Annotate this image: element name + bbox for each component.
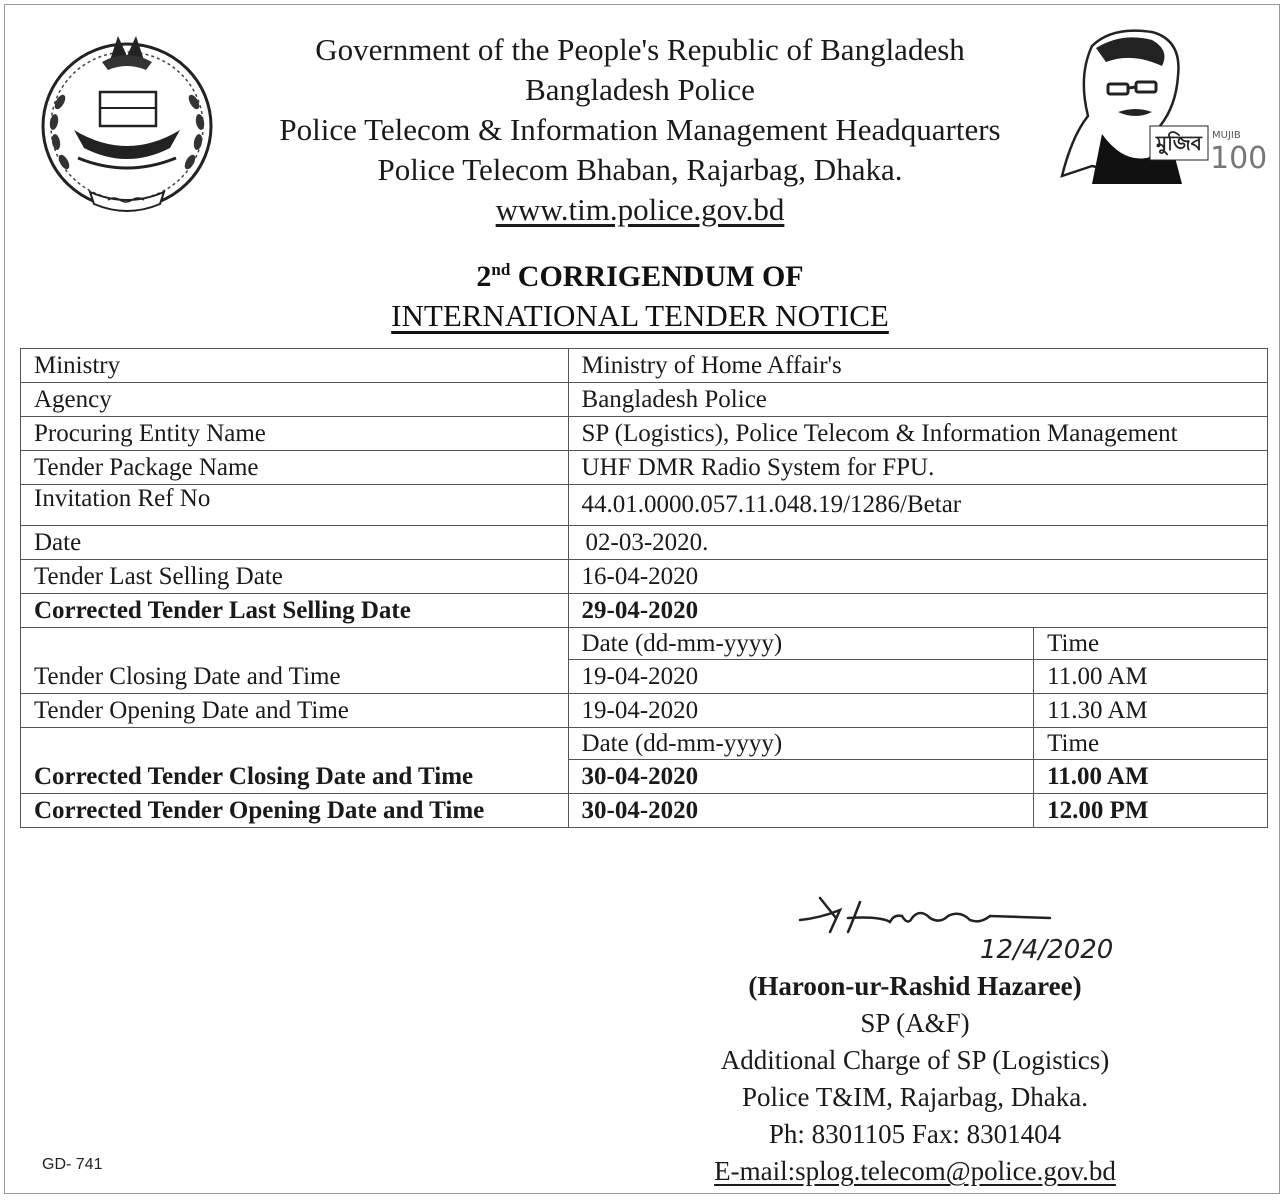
- gd-code: GD- 741: [42, 1156, 103, 1173]
- header-line-police: Bangladesh Police: [525, 72, 755, 107]
- row-label: Procuring Entity Name: [21, 417, 569, 451]
- svg-text:100: 100: [1210, 141, 1268, 176]
- row-label: Ministry: [21, 349, 569, 383]
- handwritten-signature: [790, 888, 1240, 978]
- website-link[interactable]: www.tim.police.gov.bd: [495, 192, 785, 227]
- row-value: Ministry of Home Affair's: [568, 349, 1267, 383]
- table-row: [21, 594, 1268, 628]
- svg-text:মুজিব: মুজিব: [1156, 131, 1202, 155]
- row-label: Corrected Tender Opening Date and Time: [21, 794, 569, 828]
- row-label: Tender Opening Date and Time: [21, 694, 569, 728]
- row-value: 02-03-2020.: [568, 526, 1267, 560]
- notice-title: [240, 250, 1040, 335]
- row-value: 16-04-2020: [568, 560, 1267, 594]
- row-value: SP (Logistics), Police Telecom & Information Management: [568, 417, 1267, 451]
- title-line-1: 2nd CORRIGENDUM OF: [476, 260, 804, 293]
- row-label: Tender Closing Date and Time: [21, 628, 569, 694]
- table-row: [21, 349, 1268, 383]
- header-line-headquarters: Police Telecom & Information Management Headquarters: [279, 112, 1001, 147]
- row-label: Corrected Tender Last Selling Date: [21, 594, 569, 628]
- table-row: [21, 560, 1268, 594]
- title-line-2: INTERNATIONAL TENDER NOTICE: [391, 298, 889, 333]
- table-row: [21, 417, 1268, 451]
- mujib-100-portrait-icon: [1052, 26, 1274, 184]
- signatory-phone-fax: Ph: 8301105 Fax: 8301404: [768, 1119, 1062, 1149]
- signatory-email[interactable]: E-mail:splog.telecom@police.gov.bd: [714, 1156, 1116, 1186]
- svg-text:MUJIB: MUJIB: [1212, 130, 1241, 141]
- date-column-header: Date (dd-mm-yyyy): [568, 728, 1034, 760]
- corrected-closing-date: 30-04-2020: [568, 760, 1034, 794]
- corrected-closing-time: 11.00 AM: [1034, 760, 1268, 794]
- row-label: Date: [21, 526, 569, 560]
- row-label: Invitation Ref No: [21, 485, 569, 526]
- table-row: [21, 694, 1268, 728]
- table-row: [21, 383, 1268, 417]
- tender-details-table: [20, 348, 1268, 828]
- time-column-header: Time: [1034, 628, 1268, 660]
- row-label: Corrected Tender Closing Date and Time: [21, 728, 569, 794]
- table-row: [21, 794, 1268, 828]
- row-value: 44.01.0000.057.11.048.19/1286/Betar: [568, 485, 1267, 526]
- row-label: Tender Package Name: [21, 451, 569, 485]
- signatory-designation: SP (A&F): [860, 1008, 970, 1038]
- row-value: Bangladesh Police: [568, 383, 1267, 417]
- table-row: [21, 485, 1268, 526]
- date-column-header: Date (dd-mm-yyyy): [568, 628, 1034, 660]
- table-row: [21, 628, 1268, 660]
- corrected-opening-date: 30-04-2020: [568, 794, 1034, 828]
- closing-time: 11.00 AM: [1034, 660, 1268, 694]
- row-value: UHF DMR Radio System for FPU.: [568, 451, 1267, 485]
- closing-date: 19-04-2020: [568, 660, 1034, 694]
- corrected-opening-time: 12.00 PM: [1034, 794, 1268, 828]
- signatory-block: [640, 968, 1190, 1190]
- header-line-address: Police Telecom Bhaban, Rajarbag, Dhaka.: [377, 152, 903, 187]
- signatory-address: Police T&IM, Rajarbag, Dhaka.: [742, 1082, 1088, 1112]
- signature-date: 12/4/2020: [980, 935, 1114, 965]
- signatory-name: (Haroon-ur-Rashid Hazaree): [748, 971, 1082, 1001]
- table-row: [21, 728, 1268, 760]
- signatory-additional-charge: Additional Charge of SP (Logistics): [720, 1045, 1110, 1075]
- letterhead: [230, 30, 1050, 230]
- opening-date: 19-04-2020: [568, 694, 1034, 728]
- table-row: [21, 526, 1268, 560]
- row-value: 29-04-2020: [568, 594, 1267, 628]
- table-row: [21, 451, 1268, 485]
- opening-time: 11.30 AM: [1034, 694, 1268, 728]
- police-emblem-icon: [30, 22, 225, 220]
- header-line-government: Government of the People's Republic of Bangladesh: [315, 32, 965, 67]
- row-label: Agency: [21, 383, 569, 417]
- time-column-header: Time: [1034, 728, 1268, 760]
- row-label: Tender Last Selling Date: [21, 560, 569, 594]
